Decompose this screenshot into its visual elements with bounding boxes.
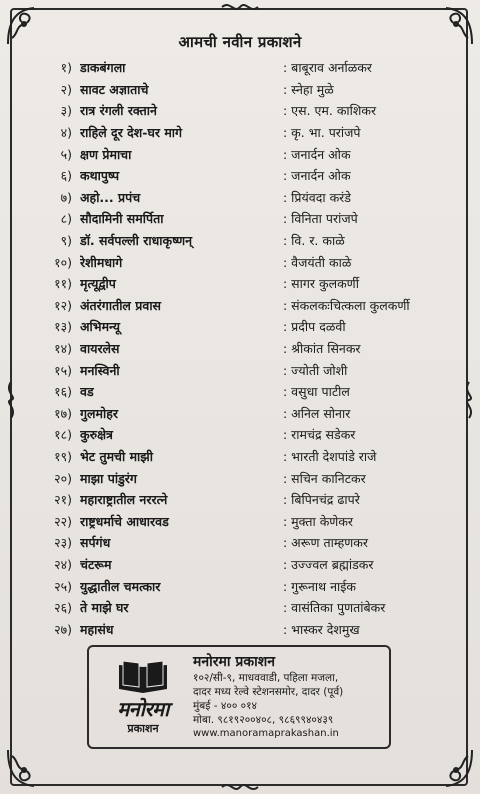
logo-wordmark: मनोरमा [117, 697, 169, 721]
book-author: : बाबूराव अर्नाळकर [283, 60, 372, 76]
book-title: क्षण प्रेमाचा [80, 146, 132, 162]
book-author: : गुरूनाथ नाईक [283, 578, 356, 594]
publisher-name: मनोरमा प्रकाशन [193, 654, 275, 670]
publisher-info [193, 653, 389, 741]
book-title: चंटरूम [80, 556, 112, 572]
book-author: : जनार्दन ओक [283, 146, 351, 162]
book-row [38, 316, 458, 338]
book-title: रेशीमधागे [80, 254, 123, 270]
book-number: १३) [54, 319, 72, 335]
book-author: : एस. एम. काशिकर [283, 103, 377, 119]
book-title: सौदामिनी समर्पिता [80, 211, 164, 227]
book-number: ९) [60, 233, 72, 249]
book-author: : श्रीकांत सिनकर [283, 341, 361, 357]
book-row [38, 251, 458, 273]
book-number: १८) [54, 427, 72, 443]
book-author: : प्रदीप दळवी [283, 319, 346, 335]
publisher-logo [97, 655, 189, 741]
book-author: : रामचंद्र सडेकर [283, 427, 356, 443]
address-line-3: मुंबई - ४०० ०१४ [193, 700, 257, 712]
book-title: वड [80, 384, 94, 400]
book-number: २१) [54, 492, 72, 508]
book-row [38, 295, 458, 317]
book-row [38, 57, 458, 79]
bottom-ornament-icon [220, 780, 260, 794]
book-number: २) [60, 81, 72, 97]
book-title: रात्र रंगली रक्ताने [80, 103, 157, 119]
book-row [38, 143, 458, 165]
book-title: राष्ट्रधर्माचे आधारवड [80, 513, 169, 529]
book-number: ११) [54, 276, 72, 292]
book-author: : स्नेहा मुळे [283, 81, 334, 97]
book-number: ३) [60, 103, 72, 119]
side-ornament-icon [460, 380, 478, 420]
phone-numbers: मोबा. ९८१९२००४०८, ९८६९९४०४३९ [193, 714, 334, 726]
book-row [38, 273, 458, 295]
corner-ornament-icon [432, 746, 476, 790]
book-number: २२) [54, 513, 72, 529]
book-number: १४) [54, 341, 72, 357]
book-row [38, 122, 458, 144]
book-number: १९) [54, 448, 72, 464]
book-title: माझा पांडुरंग [80, 470, 137, 486]
open-book-icon [117, 659, 169, 695]
book-number: ५) [60, 146, 72, 162]
book-number: १) [60, 60, 72, 76]
book-title: अभिमन्यू [80, 319, 120, 335]
book-title: डाकबंगला [80, 60, 126, 76]
book-title: वायरलेस [80, 341, 120, 357]
book-number: १५) [54, 362, 72, 378]
book-title: युद्धातील चमत्कार [80, 578, 161, 594]
website-link[interactable]: www.manoramaprakashan.in [193, 728, 339, 739]
book-row [38, 403, 458, 425]
book-author: : वसुधा पाटील [283, 384, 350, 400]
book-row [38, 554, 458, 576]
book-number: ४) [60, 125, 72, 141]
book-title: डॉ. सर्वपल्ली राधाकृष्णन् [80, 233, 193, 249]
book-row [38, 618, 458, 640]
book-row [38, 100, 458, 122]
book-row [38, 165, 458, 187]
address-line-2: दादर मध्य रेल्वे स्टेशनसमोर, दादर (पूर्व) [193, 686, 344, 698]
book-title: राहिले दूर देश-घर मागे [80, 125, 183, 141]
book-author: : वि. र. काळे [283, 233, 345, 249]
book-author: : बिपिनचंद्र ढापरे [283, 492, 360, 508]
publisher-box [87, 645, 391, 749]
book-row [38, 510, 458, 532]
book-row [38, 446, 458, 468]
book-number: २६) [54, 600, 72, 616]
book-author: : सचिन कानिटकर [283, 470, 366, 486]
book-title: मनस्विनी [80, 362, 120, 378]
address-line-1: १०२/सी-९, माधववाडी, पहिला मजला, [193, 672, 339, 684]
book-author: : विनिता परांजपे [283, 211, 358, 227]
book-row [38, 359, 458, 381]
book-author: : मुक्ता केणेकर [283, 513, 354, 529]
book-number: १२) [54, 297, 72, 313]
book-number: ८) [60, 211, 72, 227]
book-author: : उज्ज्वल ब्रह्मांडकर [283, 556, 374, 572]
book-number: २५) [54, 578, 72, 594]
book-title: ते माझे घर [80, 600, 129, 616]
book-author: : प्रियंवदा करंडे [283, 189, 351, 205]
book-author: : अनिल सोनार [283, 405, 351, 421]
book-title: सावट अज्ञाताचे [80, 81, 149, 97]
book-title: भेट तुमची माझी [80, 448, 153, 464]
book-row [38, 532, 458, 554]
top-ornament-icon [220, 0, 260, 14]
book-title: गुलमोहर [80, 405, 118, 421]
book-title: महासंध [80, 621, 114, 637]
book-author: : वैजयंती काळे [283, 254, 352, 270]
book-number: १०) [54, 254, 72, 270]
book-row [38, 424, 458, 446]
book-title: अहो... प्रपंच [80, 189, 141, 205]
book-row [38, 489, 458, 511]
book-author: : अरूण ताम्हणकर [283, 535, 368, 551]
book-title: कुरुक्षेत्र [80, 427, 113, 443]
corner-ornament-icon [4, 746, 48, 790]
book-row [38, 208, 458, 230]
book-author: : वासंतिका पुणतांबेकर [283, 600, 386, 616]
book-number: १६) [54, 384, 72, 400]
book-author: : कृ. भा. परांजपे [283, 125, 361, 141]
book-title: मृत्यूद्वीप [80, 276, 116, 292]
book-number: ७) [60, 189, 72, 205]
book-row [38, 467, 458, 489]
book-title: सर्पगंध [80, 535, 111, 551]
page-title: आमची नवीन प्रकाशने [178, 33, 302, 51]
logo-subtitle: प्रकाशन [127, 722, 159, 735]
book-row [38, 230, 458, 252]
book-title: कथापुष्प [80, 168, 120, 184]
book-author: : जनार्दन ओक [283, 168, 351, 184]
book-number: २३) [54, 535, 72, 551]
book-author: : संकलकःचित्कला कुलकर्णी [283, 297, 410, 313]
side-ornament-icon [2, 380, 20, 420]
book-number: २७) [54, 621, 72, 637]
book-author: : सागर कुलकर्णी [283, 276, 359, 292]
book-number: ६) [60, 168, 72, 184]
book-row [38, 597, 458, 619]
book-title: अंतरंगातील प्रवास [80, 297, 162, 313]
book-row [38, 338, 458, 360]
book-row [38, 575, 458, 597]
book-number: २०) [54, 470, 72, 486]
book-number: १७) [54, 405, 72, 421]
book-author: : भास्कर देशमुख [283, 621, 360, 637]
book-author: : ज्योती जोशी [283, 362, 348, 378]
book-row [38, 381, 458, 403]
book-title: महाराष्ट्रातील नररत्ने [80, 492, 168, 508]
book-author: : भारती देशपांडे राजे [283, 448, 377, 464]
book-list [38, 57, 458, 640]
book-row [38, 187, 458, 209]
book-number: २४) [54, 556, 72, 572]
book-row [38, 79, 458, 101]
